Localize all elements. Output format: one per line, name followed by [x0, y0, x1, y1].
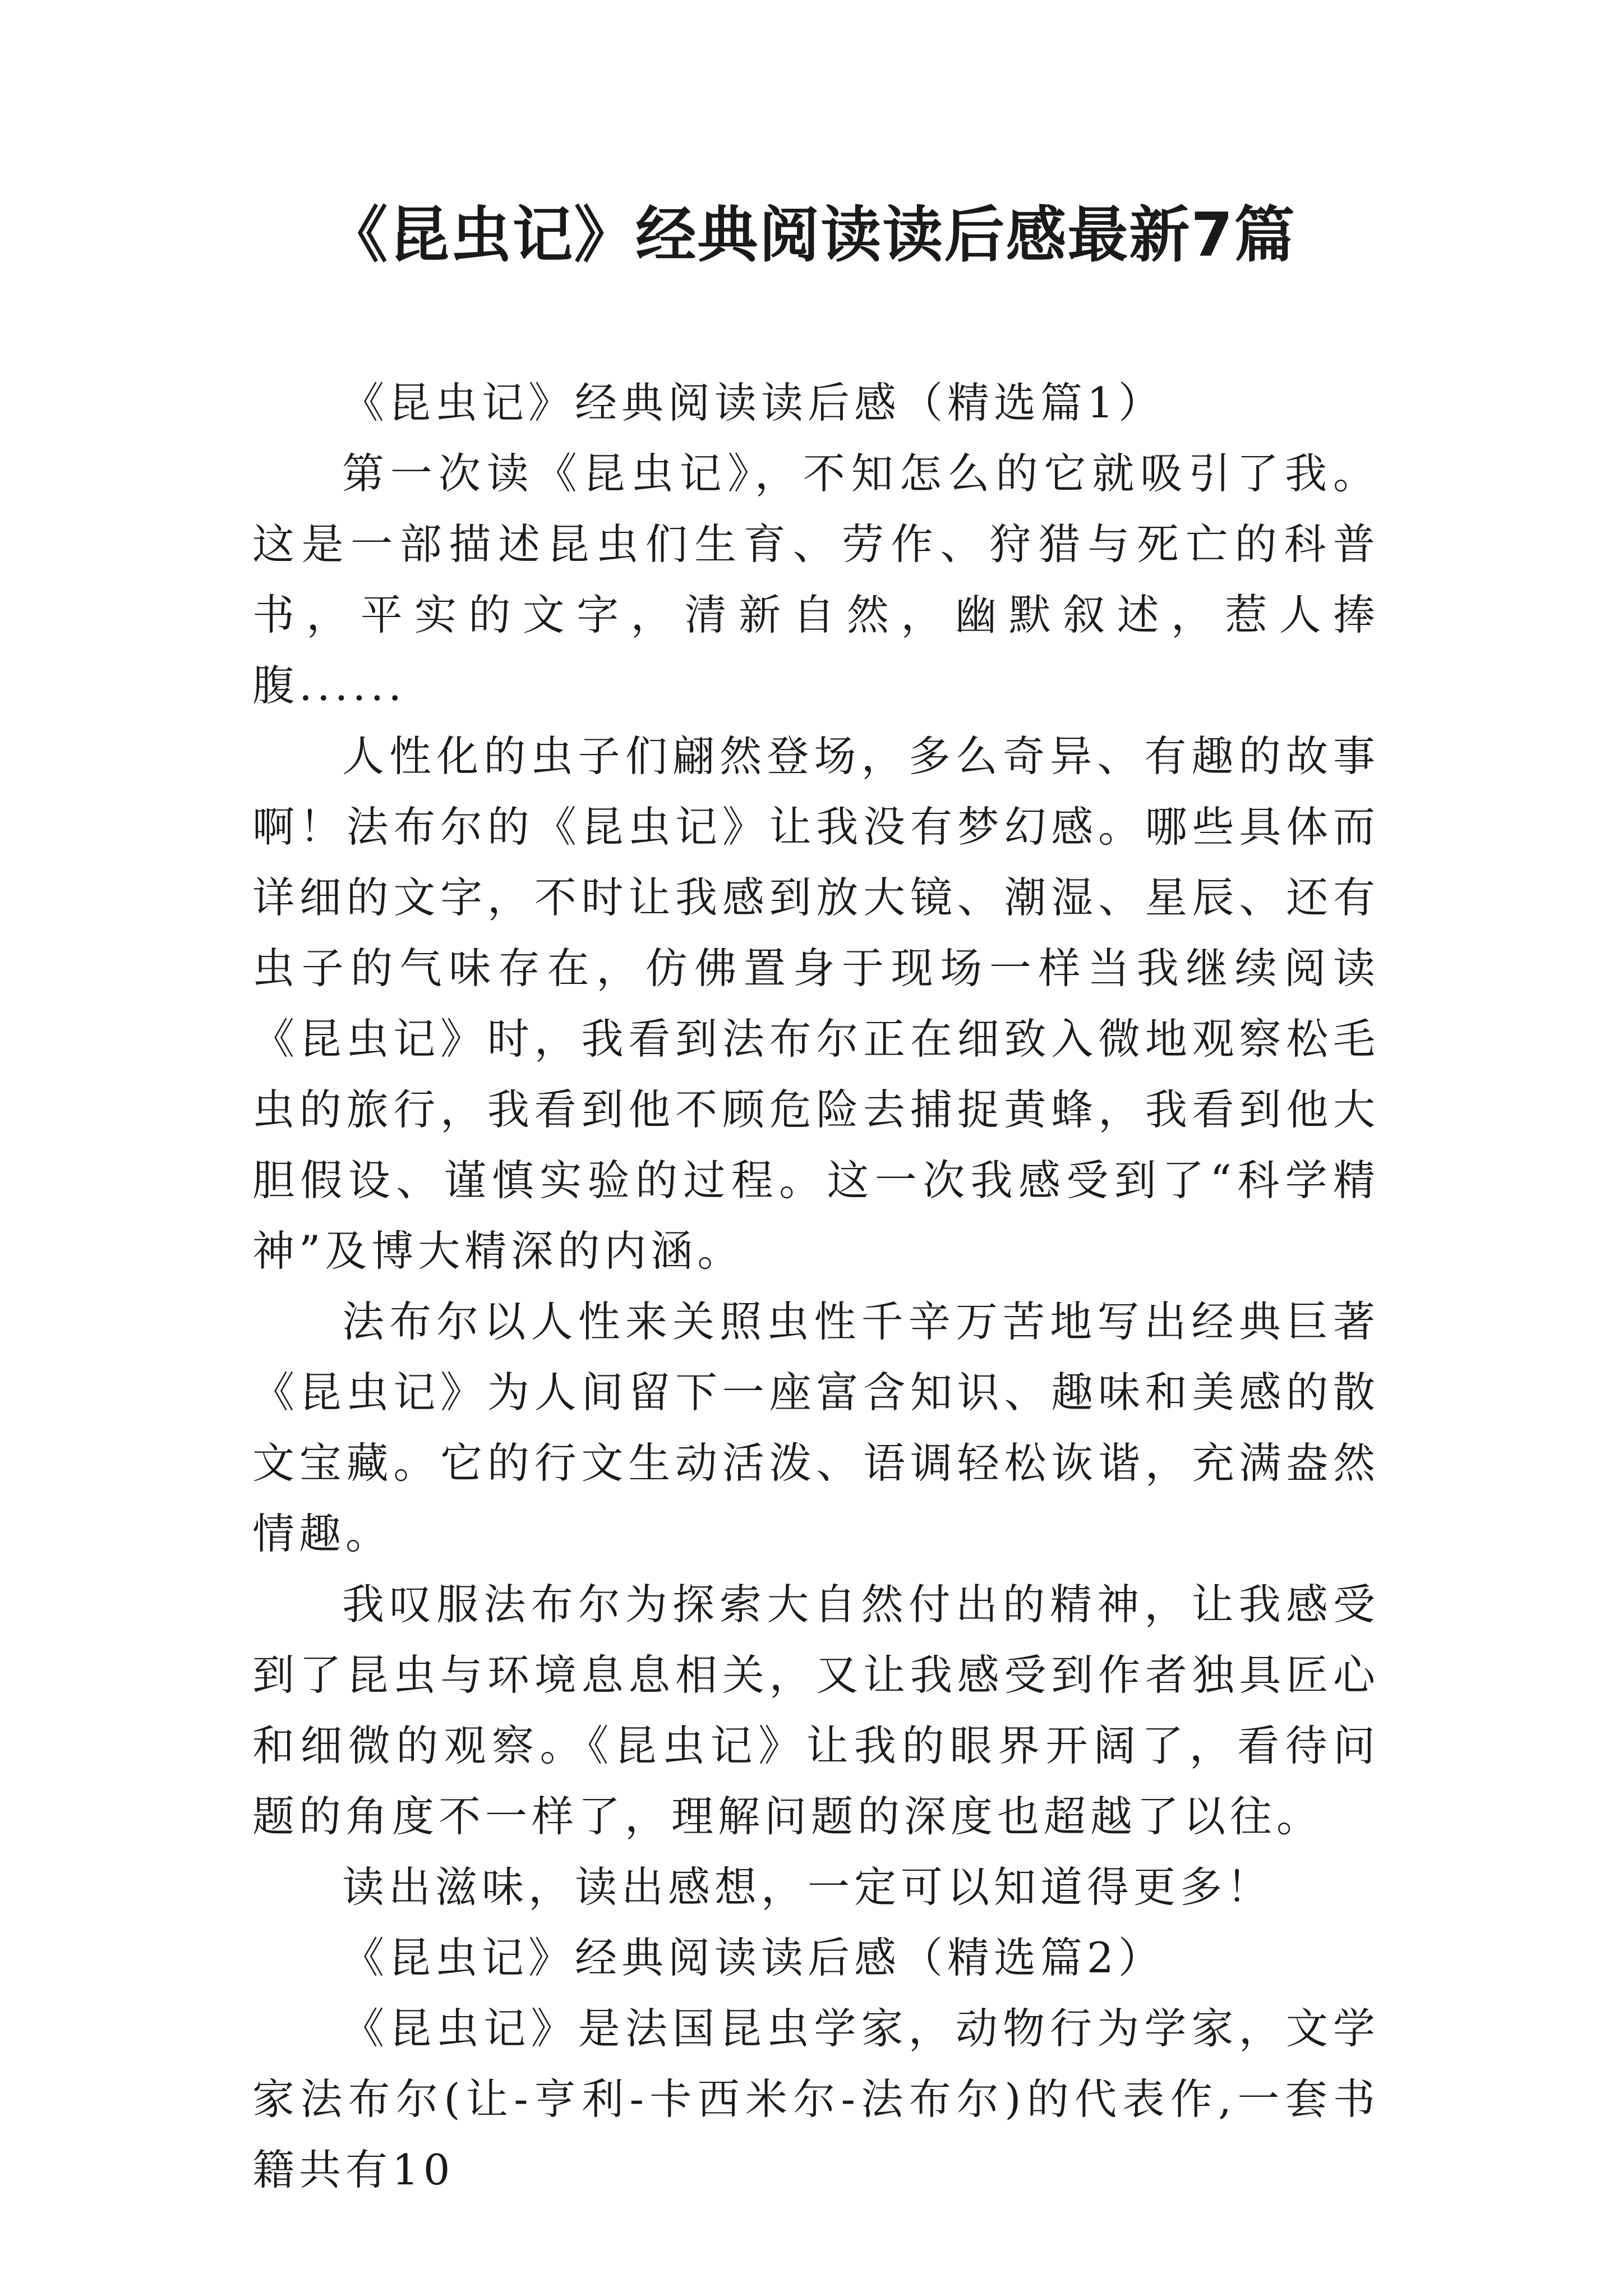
document-title: 《昆虫记》经典阅读读后感最新7篇	[327, 200, 1296, 270]
paragraph: 我叹服法布尔为探索大自然付出的精神，让我感受到了昆虫与环境息息相关，又让我感受到作者独具匠心和细微的观察。《昆虫记》让我的眼界开阔了，看待问题的角度不一样了，理解问题的深度也超越了以往。	[252, 1580, 1380, 1841]
paragraph: 人性化的虫子们翩然登场，多么奇异、有趣的故事啊！法布尔的《昆虫记》让我没有梦幻感。哪些具体而详细的文字，不时让我感到放大镜、潮湿、星辰、还有虫子的气味存在，仿佛置身于现场一样当我继续阅读《昆虫记》时，我看到法布尔正在细致入微地观察松毛虫的旅行，我看到他不顾危险去捕捉黄蜂，我看到他大胆假设、谨慎实验的过程。这一次我感受到了“科学精神”及博大精深的内涵。	[252, 731, 1380, 1276]
paragraph: 法布尔以人性来关照虫性千辛万苦地写出经典巨著《昆虫记》为人间留下一座富含知识、趣味和美感的散文宝藏。它的行文生动活泼、语调轻松诙谐，充满盎然情趣。	[252, 1297, 1380, 1558]
section-heading-2: 《昆虫记》经典阅读读后感（精选篇2）	[342, 1933, 1165, 1982]
paragraph: 读出滋味，读出感想，一定可以知道得更多！	[342, 1862, 1274, 1912]
section-heading-1: 《昆虫记》经典阅读读后感（精选篇1）	[342, 378, 1165, 427]
paragraph: 《昆虫记》是法国昆虫学家，动物行为学家，文学家法布尔(让-亨利-卡西米尔-法布尔)的代表作,一套书籍共有10	[252, 2004, 1380, 2194]
document-body	[252, 367, 1380, 2205]
paragraph: 第一次读《昆虫记》，不知怎么的它就吸引了我。这是一部描述昆虫们生育、劳作、狩猎与死亡的科普书，平实的文字，清新自然，幽默叙述，惹人捧腹......	[252, 449, 1380, 710]
